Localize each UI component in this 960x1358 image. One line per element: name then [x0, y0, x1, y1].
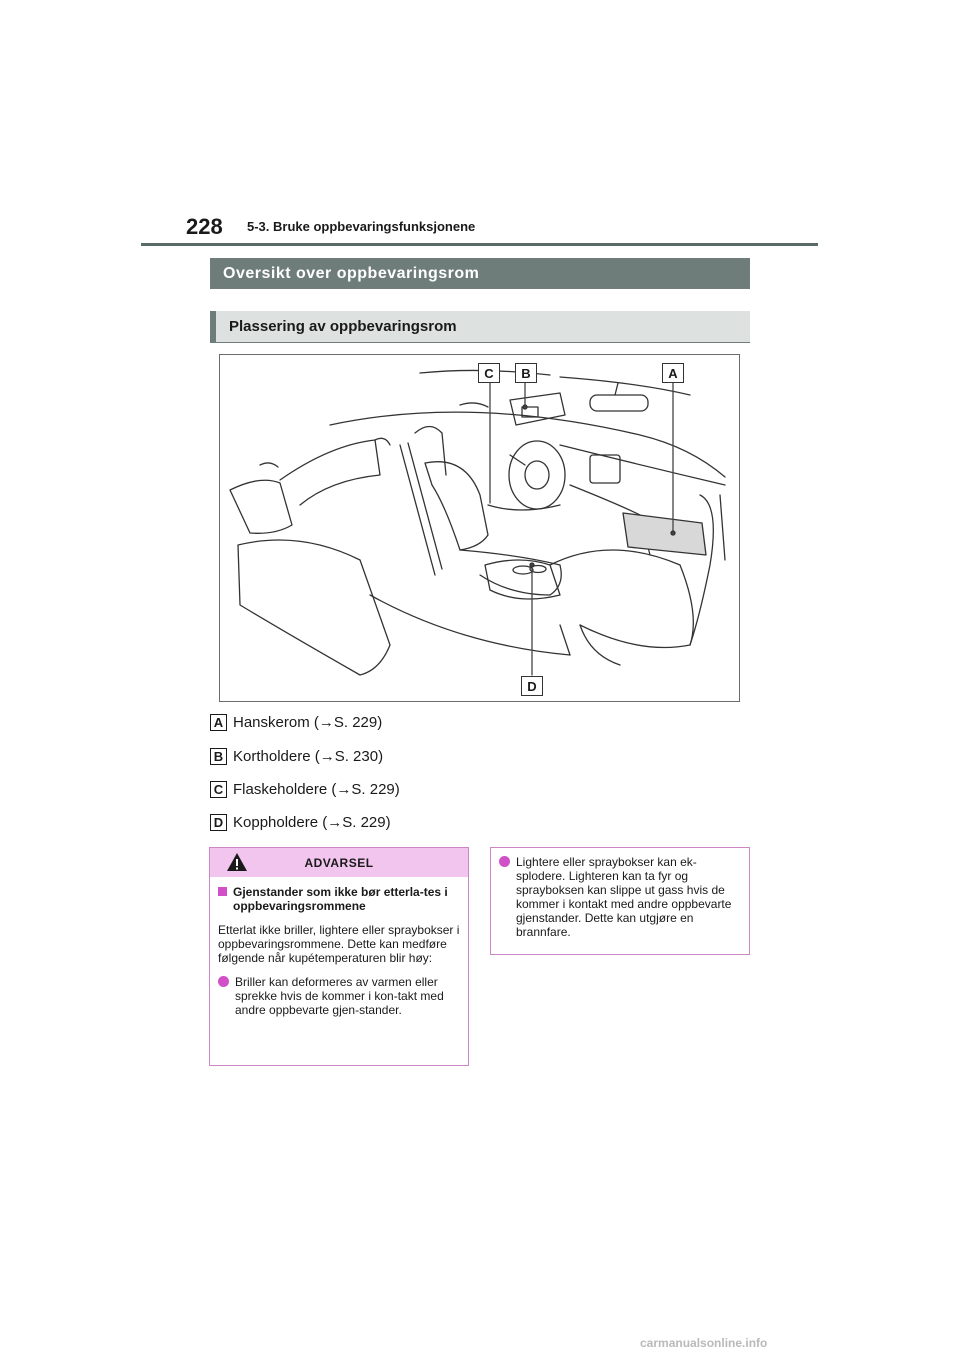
warning-heading: Gjenstander som ikke bør etterla-tes i oppbevaringsrommene: [233, 885, 448, 913]
footer-watermark: carmanualsonline.info: [640, 1336, 768, 1350]
warning-header: [210, 848, 468, 877]
legend-item-d: [210, 812, 391, 832]
legend-key-d: D: [210, 814, 227, 831]
warning-bullet-2: [499, 855, 741, 939]
sub-title: Plassering av oppbevaringsrom: [229, 318, 457, 335]
legend-key-b: B: [210, 748, 227, 765]
sub-title-underline: [210, 342, 750, 343]
warning-body: [210, 877, 468, 1017]
warning-triangle-icon: [226, 852, 248, 872]
callout-b: B: [515, 363, 537, 383]
square-bullet-icon: [218, 887, 227, 896]
round-bullet-icon: [499, 856, 510, 867]
legend-label-d: Koppholdere (→S. 229): [233, 813, 391, 831]
warning-box: [209, 847, 469, 1066]
legend-item-a: [210, 712, 382, 732]
legend-label-a: Hanskerom (→S. 229): [233, 713, 383, 731]
warning-bullet-1: [218, 975, 460, 1017]
page-number: 228: [186, 214, 223, 239]
legend-key-c: C: [210, 781, 227, 798]
callout-c: C: [478, 363, 500, 383]
warning-bullet-2-text: Lightere eller spraybokser kan ek-splodere. Lighteren kan ta fyr og sprayboksen kan slippe ut gass hvis de kommer i kontakt med andre oppbevarte gjenstander. Dette kan utgjøre en brannfare.: [516, 855, 732, 939]
section-header: 5-3. Bruke oppbevaringsfunksjonene: [247, 219, 476, 234]
warning-title: ADVARSEL: [304, 855, 374, 870]
main-title: Oversikt over oppbevaringsrom: [223, 265, 480, 282]
callout-d: D: [521, 676, 543, 696]
round-bullet-icon: [218, 976, 229, 987]
callout-a: A: [662, 363, 684, 383]
warning-bullet-1-text: Briller kan deformeres av varmen eller sprekke hvis de kommer i kon-takt med andre oppbevarte gjen-stander.: [235, 975, 444, 1017]
legend-item-c: [210, 779, 400, 799]
legend-item-b: [210, 746, 383, 766]
header-divider: [141, 243, 818, 246]
main-title-band: [210, 258, 750, 289]
sub-title-band: [210, 311, 750, 342]
warning-intro: Etterlat ikke briller, lightere eller spraybokser i oppbevaringsrommene. Dette kan medføre følgende når kupétemperaturen blir høy:: [218, 923, 460, 965]
legend-label-c: Flaskeholdere (→S. 229): [233, 780, 400, 798]
legend-key-a: A: [210, 714, 227, 731]
legend-label-b: Kortholdere (→S. 230): [233, 747, 384, 765]
car-interior-drawing: [220, 355, 741, 703]
interior-illustration: [219, 354, 740, 702]
warning-box-continued: [490, 847, 750, 955]
warning-heading-row: [218, 885, 460, 913]
